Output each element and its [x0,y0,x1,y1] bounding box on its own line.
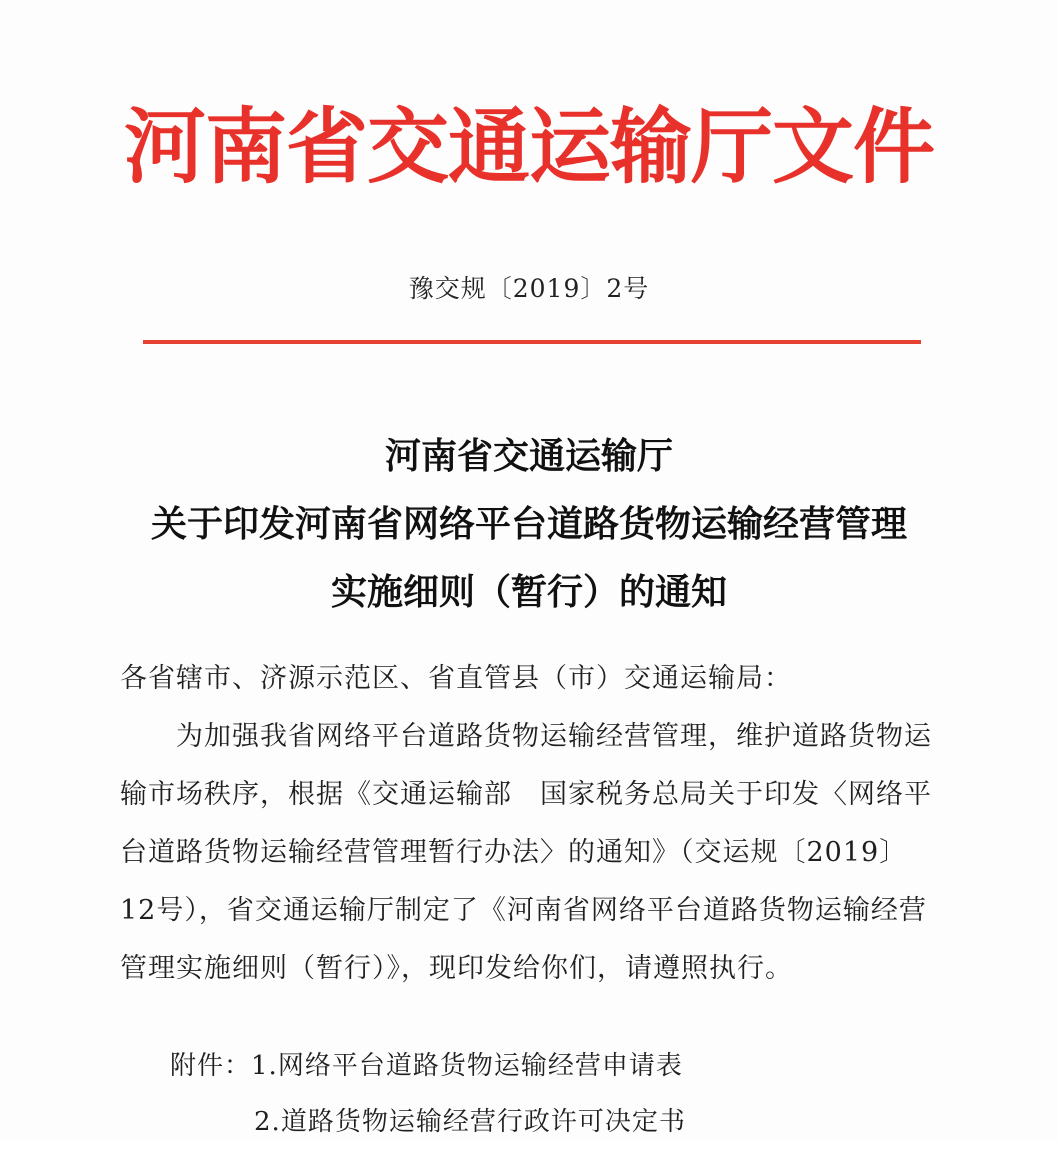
issuer-header-title: 河南省交通运输厅文件 [123,100,934,195]
attachment-number: 2. [254,1107,281,1137]
attachments-list [170,1038,686,1150]
document-number: 豫交规〔2019〕2号 [408,274,650,303]
attachment-number: 1. [251,1051,278,1081]
attachments-label: 附件： [170,1051,252,1081]
paragraph-line: 为加强我省网络平台道路货物运输经营管理，维护道路货物运 [176,721,932,752]
attachment-text: 网络平台道路货物运输经营申请表 [277,1051,683,1081]
paragraph-line: 12号），省交通运输厅制定了《河南省网络平台道路货物运输经营 [120,895,927,926]
notice-title-line: 河南省交通运输厅 [384,435,673,477]
addressee-text: 各省辖市、济源示范区、省直管县（市）交通运输局： [120,663,792,694]
attachment-text: 道路货物运输经营行政许可决定书 [280,1107,686,1137]
attachment-item [170,1038,686,1094]
attachment-item [170,1094,686,1150]
notice-title-line: 关于印发河南省网络平台道路货物运输经营管理 [150,503,907,545]
paragraph-line: 输市场秩序，根据《交通运输部 国家税务总局关于印发〈网络平 [120,779,932,810]
addressee [120,650,930,708]
paragraph-line: 台道路货物运输经营管理暂行办法〉的通知》（交运规〔2019〕 [120,837,908,868]
red-divider-line [143,340,921,344]
notice-title [0,422,1058,626]
notice-title-line: 实施细则（暂行）的通知 [330,571,727,613]
paragraph-line: 管理实施细则（暂行）》，现印发给你们，请遵照执行。 [120,953,793,984]
body-paragraph [120,708,930,998]
